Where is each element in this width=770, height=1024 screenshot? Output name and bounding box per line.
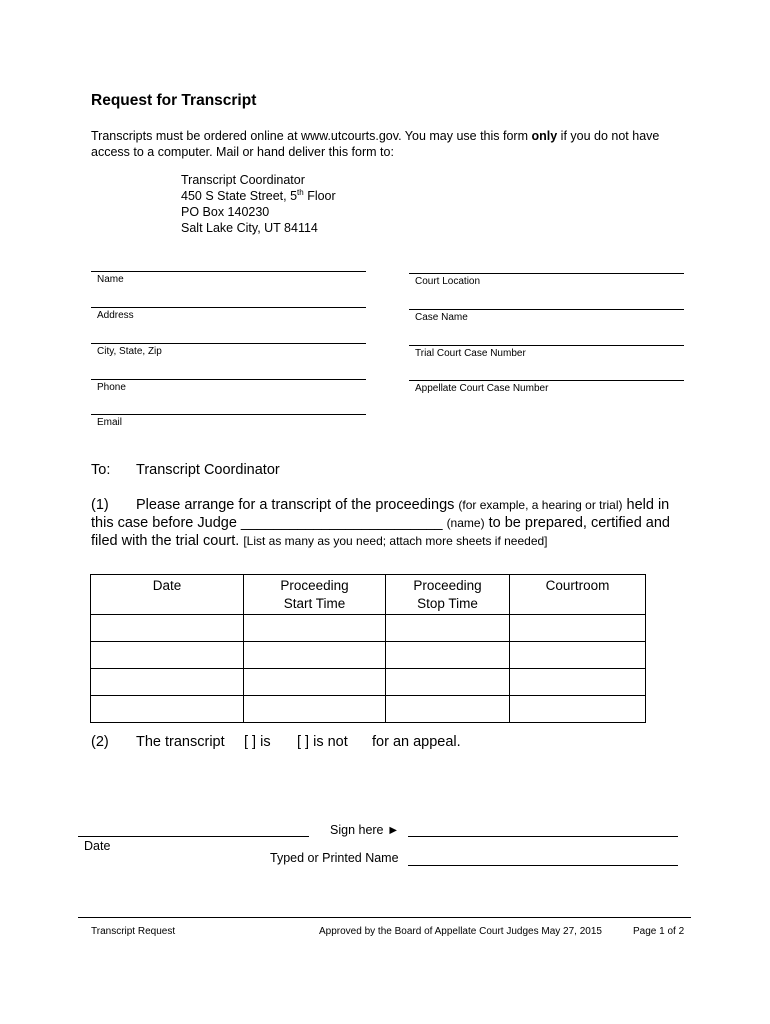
- signature-line[interactable]: [408, 836, 678, 837]
- address-line-2: 450 S State Street, 5th Floor: [181, 188, 336, 203]
- address-field[interactable]: [91, 307, 366, 321]
- header-courtroom: Courtroom: [510, 575, 646, 615]
- date-cell[interactable]: [91, 669, 244, 696]
- courtroom-cell[interactable]: [510, 669, 646, 696]
- intro-pre: Transcripts must be ordered online at www.utcourts.gov. You may use this form: [91, 129, 532, 143]
- start-time-cell[interactable]: [244, 669, 386, 696]
- paragraph-2: [91, 734, 461, 750]
- courtroom-cell[interactable]: [510, 696, 646, 723]
- header-date: Date: [91, 575, 244, 615]
- to-line: [91, 462, 280, 478]
- phone-label: Phone: [97, 382, 126, 393]
- email-label: Email: [97, 417, 123, 428]
- page-title: Request for Transcript: [91, 92, 257, 109]
- trial-court-case-number-label: Trial Court Case Number: [415, 348, 526, 359]
- city-state-zip-field[interactable]: [91, 343, 366, 357]
- is-option[interactable]: [ ] is: [244, 734, 271, 750]
- name-label: Name: [97, 274, 124, 285]
- address-line-3: PO Box 140230: [181, 205, 270, 219]
- appellate-court-case-number-label: Appellate Court Case Number: [415, 383, 549, 394]
- start-time-cell[interactable]: [244, 696, 386, 723]
- para1-number: (1): [91, 497, 109, 513]
- footer-rule: [78, 917, 691, 918]
- stop-time-cell[interactable]: [386, 615, 510, 642]
- to-label: To:: [91, 462, 111, 478]
- address-line-1: Transcript Coordinator: [181, 173, 305, 187]
- date-label: Date: [84, 839, 111, 853]
- para2-text: The transcript: [136, 734, 225, 750]
- table-row: [91, 642, 646, 669]
- table-row: [91, 696, 646, 723]
- court-location-label: Court Location: [415, 276, 481, 287]
- phone-field[interactable]: [91, 379, 366, 393]
- para2-end: for an appeal.: [372, 734, 461, 750]
- proceedings-table: [90, 574, 646, 723]
- email-field[interactable]: [91, 414, 366, 428]
- stop-time-cell[interactable]: [386, 669, 510, 696]
- typed-name-line[interactable]: [408, 865, 678, 866]
- to-value: Transcript Coordinator: [136, 462, 280, 478]
- table-row: [91, 615, 646, 642]
- sign-here-label: Sign here ►: [330, 823, 400, 837]
- court-location-field[interactable]: [409, 273, 684, 287]
- case-name-field[interactable]: [409, 309, 684, 323]
- footer-center: Approved by the Board of Appellate Court Judges May 27, 2015: [319, 926, 602, 937]
- courtroom-cell[interactable]: [510, 615, 646, 642]
- start-time-cell[interactable]: [244, 642, 386, 669]
- date-line[interactable]: [78, 836, 309, 837]
- table-row: [91, 669, 646, 696]
- mailing-address: [181, 172, 336, 236]
- intro-post: if you do not have access to a computer. Mail or hand deliver this form to:: [91, 129, 660, 159]
- address-line-4: Salt Lake City, UT 84114: [181, 221, 318, 235]
- footer-page-number: Page 1 of 2: [633, 926, 685, 937]
- para2-number: (2): [91, 734, 109, 750]
- appellate-court-case-number-field[interactable]: [409, 380, 684, 394]
- date-cell[interactable]: [91, 696, 244, 723]
- typed-name-label: Typed or Printed Name: [270, 851, 399, 865]
- intro-text: [91, 128, 691, 160]
- paragraph-1: (1) Please arrange for a transcript of the proceedings (for example, a hearing or trial) held in this case before Judge _________________________ (name) to be prepared, certified and filed with the trial court. [List as many as you need; attach more sheets if needed]: [91, 497, 670, 549]
- header-start-time: Proceeding Start Time: [244, 575, 386, 615]
- case-name-label: Case Name: [415, 312, 468, 323]
- footer-left: Transcript Request: [91, 926, 176, 937]
- stop-time-cell[interactable]: [386, 642, 510, 669]
- city-state-zip-label: City, State, Zip: [97, 346, 162, 357]
- courtroom-cell[interactable]: [510, 642, 646, 669]
- header-stop-time: Proceeding Stop Time: [386, 575, 510, 615]
- date-cell[interactable]: [91, 642, 244, 669]
- table-header-row: [91, 575, 646, 615]
- start-time-cell[interactable]: [244, 615, 386, 642]
- trial-court-case-number-field[interactable]: [409, 345, 684, 359]
- name-field[interactable]: [91, 271, 366, 285]
- address-label: Address: [97, 310, 134, 321]
- stop-time-cell[interactable]: [386, 696, 510, 723]
- intro-bold: only: [531, 129, 558, 143]
- date-cell[interactable]: [91, 615, 244, 642]
- is-not-option[interactable]: [ ] is not: [297, 734, 348, 750]
